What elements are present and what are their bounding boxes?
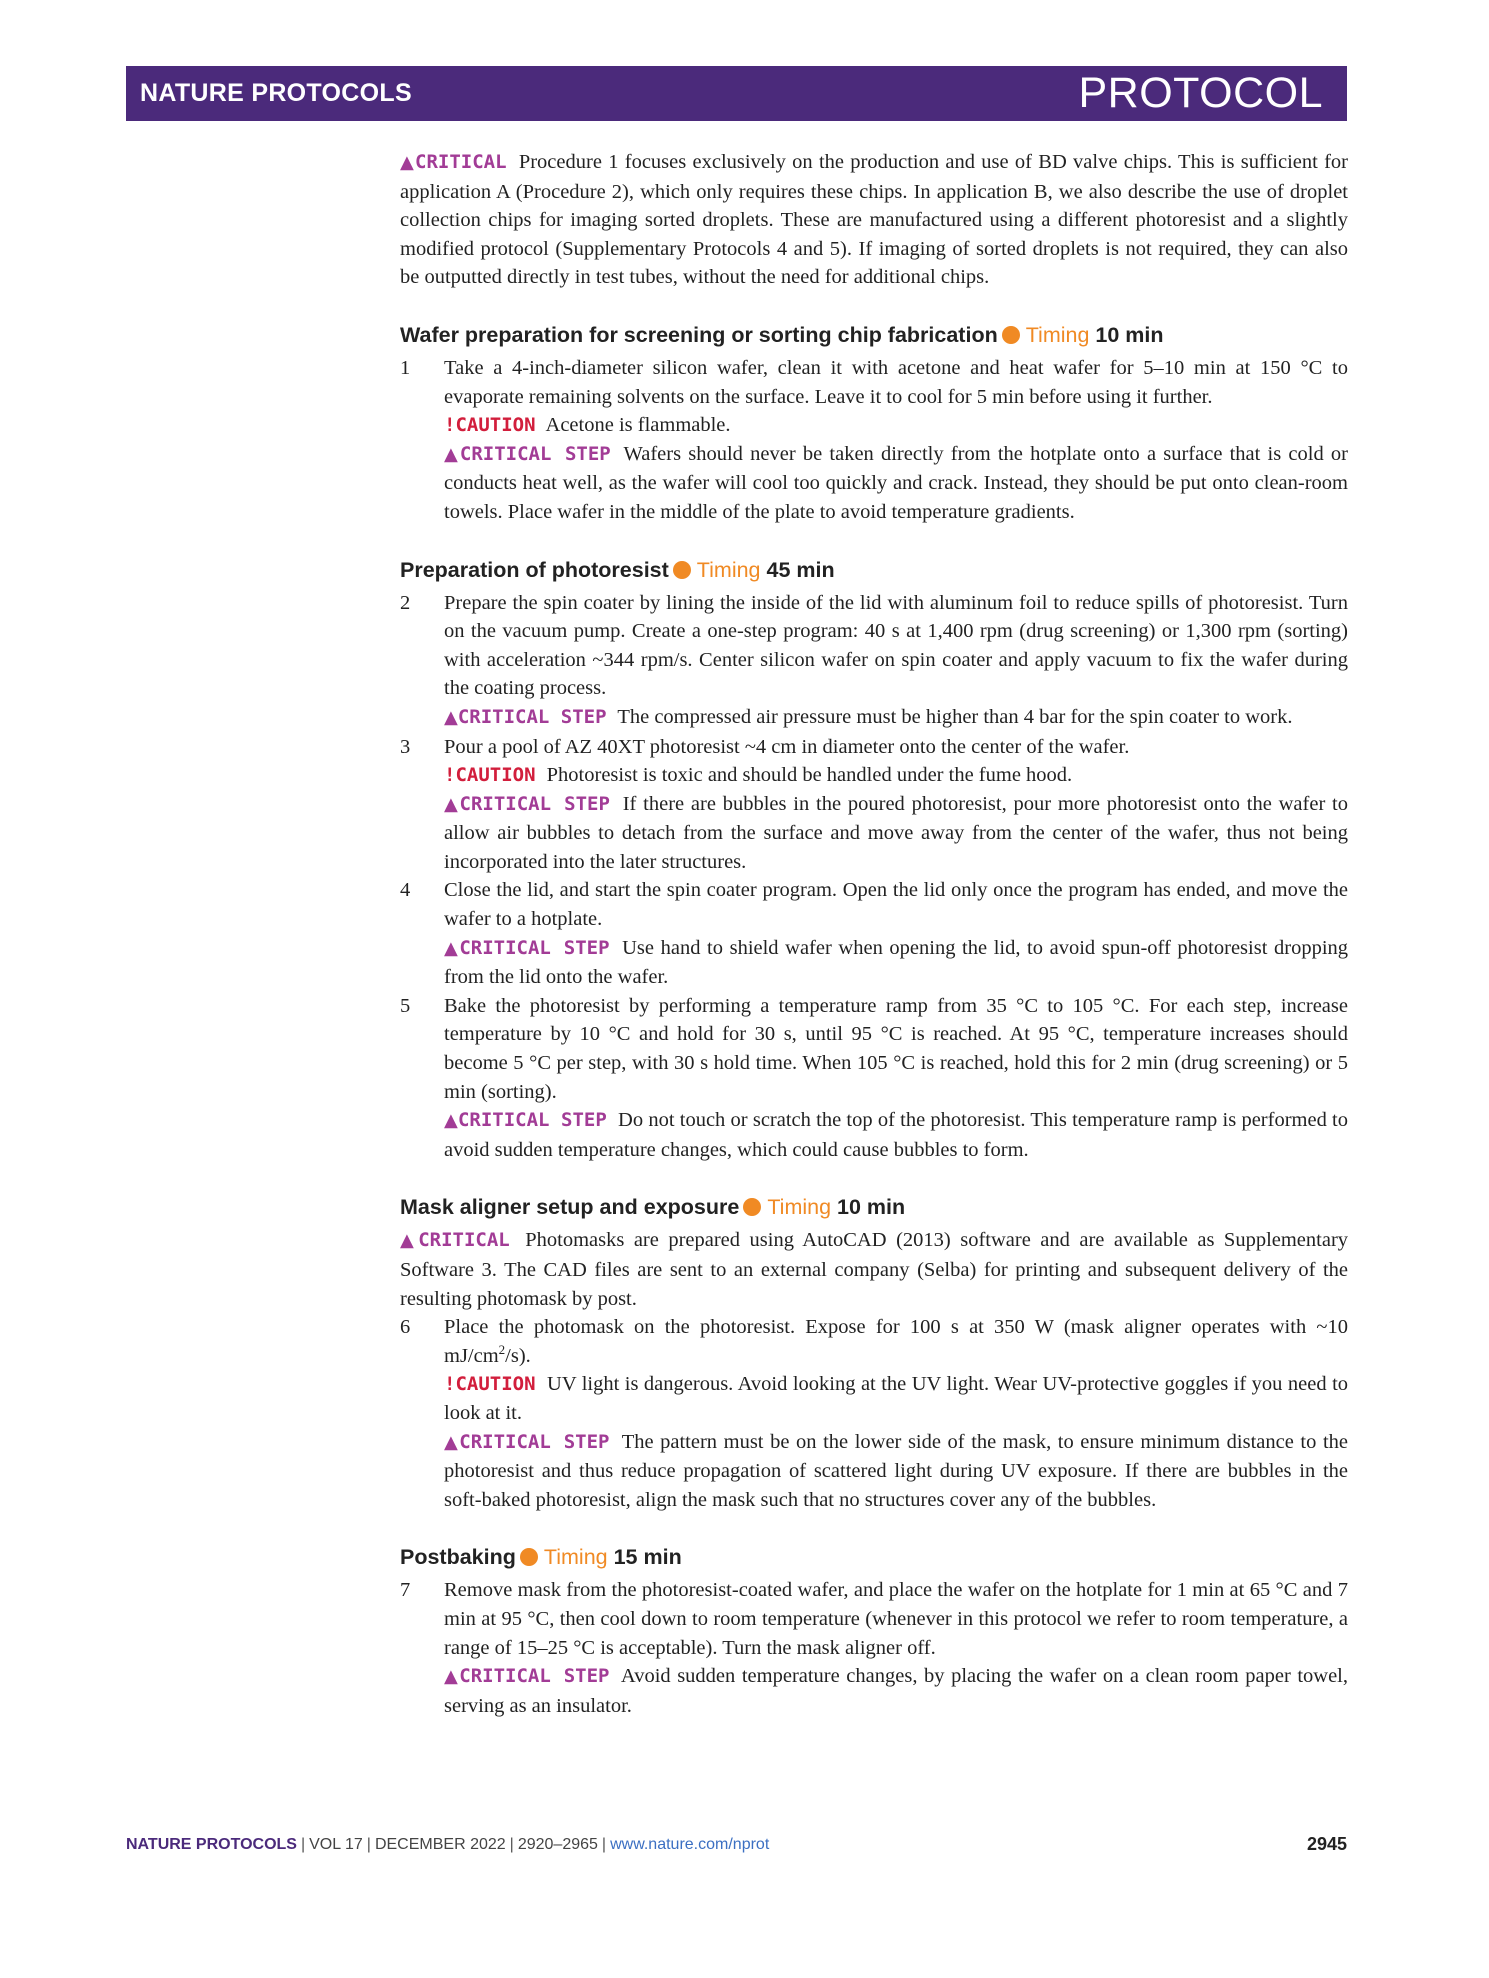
procedure-step: 1 Take a 4-inch-diameter silicon wafer, clean it with acetone and heat wafer for 5–10 min at 150 °C to evaporate remaining solvents on the surface. Leave it to cool for 5 min before using it further. !CAUTION Acetone is flammable. ▲CRITICAL STEP Wafers should never be taken directly from the hotplate onto a surface that is cold or conducts heat well, as the wafer will cool too quickly and crack. Instead, they should be put onto clean-room towels. Place wafer in the middle of the plate to avoid temperature gradients.: [400, 354, 1348, 527]
critical-step-label: ▲CRITICAL STEP: [444, 1665, 610, 1688]
caution-label: !CAUTION: [444, 1373, 536, 1396]
triangle-icon: ▲: [444, 937, 460, 959]
page-number: 2945: [1306, 1834, 1347, 1854]
section-critical-note: ▲CRITICAL Photomasks are prepared using AutoCAD (2013) software and are available as Supplementary Software 3. The CAD files are sent to an external company (Selba) for printing and subsequent delivery of the resulting photomask by post.: [400, 1229, 1349, 1310]
triangle-icon: ▲: [444, 1431, 460, 1453]
journal-name: NATURE PROTOCOLS: [140, 79, 412, 107]
critical-step-label: ▲CRITICAL STEP: [444, 1430, 610, 1453]
section-heading: Preparation of photoresist Timing 45 min: [400, 557, 835, 582]
procedure-step: 5 Bake the photoresist by performing a temperature ramp from 35 °C to 105 °C. For each step, increase temperature by 10 °C and hold for 30 s, until 95 °C is reached. At 95 °C, temperature increases should become 5 °C per step, with 30 s hold time. When 105 °C is reached, hold this for 2 min (drug screening) or 5 min (sorting). ▲CRITICAL STEP Do not touch or scratch the top of the photoresist. This temperature ramp is performed to avoid sudden temperature changes, which could cause bubbles to form.: [400, 992, 1348, 1165]
triangle-icon: ▲: [444, 706, 458, 728]
procedure-step: 6 Place the photomask on the photoresist. Expose for 100 s at 350 W (mask aligner operates with ~10 $mJ/cm^2/s$). !CAUTION UV light is dangerous. Avoid looking at the UV light. Wear UV-protective goggles if you need to look at it. ▲CRITICAL STEP The pattern must be on the lower side of the mask, to ensure minimum distance to the photoresist and thus reduce propagation of scattered light during UV exposure. If there are bubbles in the soft-baked photoresist, align the mask such that no structures cover any of the bubbles.: [400, 1313, 1348, 1514]
caution-note: !CAUTION Acetone is flammable.: [444, 414, 731, 437]
caution-note: !CAUTION UV light is dangerous. Avoid looking at the UV light. Wear UV-protective goggles if you need to look at it.: [444, 1373, 1349, 1424]
caution-label: !CAUTION: [444, 764, 536, 787]
critical-label: ▲CRITICAL: [400, 1229, 510, 1252]
triangle-icon: ▲: [444, 1666, 460, 1688]
critical-step-note: ▲CRITICAL STEP Do not touch or scratch the top of the photoresist. This temperature ramp is performed to avoid sudden temperature changes, which could cause bubbles to form.: [444, 1109, 1349, 1161]
critical-step-note: ▲CRITICAL STEP Wafers should never be taken directly from the hotplate onto a surface that is cold or conducts heat well, as the wafer will cool too quickly and crack. Instead, they should be put onto clean-room towels. Place wafer in the middle of the plate to avoid temperature gradients.: [444, 442, 1348, 523]
page-footer: [126, 1834, 1347, 1855]
critical-label: ▲CRITICAL: [400, 151, 507, 173]
section-heading: Wafer preparation for screening or sorting chip fabrication Timing 10 min: [400, 322, 1164, 347]
procedure-step: 7 Remove mask from the photoresist-coated wafer, and place the wafer on the hotplate for 1 min at 65 °C and 7 min at 95 °C, then cool down to room temperature (whenever in this protocol we refer to room temperature, a range of 15–25 °C is acceptable). Turn the mask aligner off. ▲CRITICAL STEP Avoid sudden temperature changes, by placing the wafer on a clean room paper towel, serving as an insulator.: [400, 1576, 1348, 1720]
triangle-icon: ▲: [444, 1110, 458, 1132]
critical-step-label: ▲CRITICAL STEP: [444, 705, 607, 728]
footer-citation: NATURE PROTOCOLS | VOL 17 | DECEMBER 2022 | 2920–2965 | www.nature.com/nprot: [126, 1835, 770, 1853]
critical-step-label: ▲CRITICAL STEP: [444, 792, 610, 815]
critical-step-note: ▲CRITICAL STEP The compressed air pressure must be higher than 4 bar for the spin coater to work.: [444, 705, 1293, 728]
critical-step-label: ▲CRITICAL STEP: [444, 1109, 607, 1132]
critical-step-note: ▲CRITICAL STEP The pattern must be on the lower side of the mask, to ensure minimum distance to the photoresist and thus reduce propagation of scattered light during UV exposure. If there are bubbles in the soft-baked photoresist, align the mask such that no structures cover any of the bubbles.: [444, 1430, 1348, 1511]
procedure-step: 3 Pour a pool of AZ 40XT photoresist ~4 cm in diameter onto the center of the wafer. !CAUTION Photoresist is toxic and should be handled under the fume hood. ▲CRITICAL STEP If there are bubbles in the poured photoresist, pour more photoresist onto the wafer to allow air bubbles to detach from the surface and move away from the center of the wafer, thus not being incorporated into the later structures.: [400, 733, 1348, 877]
timing-dot-icon: [673, 561, 691, 579]
triangle-icon: ▲: [444, 443, 460, 465]
section-heading: Postbaking Timing 15 min: [400, 1545, 682, 1570]
critical-step-note: ▲CRITICAL STEP Avoid sudden temperature changes, by placing the wafer on a clean room paper towel, serving as an insulator.: [444, 1665, 1349, 1717]
page-header: [126, 66, 1347, 121]
main-content: [400, 148, 1348, 1720]
article-type: PROTOCOL: [1078, 69, 1323, 117]
procedure-step: 2 Prepare the spin coater by lining the inside of the lid with aluminum foil to reduce spills of photoresist. Turn on the vacuum pump. Create a one-step program: 40 s at 1,400 rpm (drug screening) or 1,300 rpm (sorting) with acceleration ~344 rpm/s. Center silicon wafer on spin coater and apply vacuum to fix the wafer during the coating process. ▲CRITICAL STEP The compressed air pressure must be higher than 4 bar for the spin coater to work.: [400, 589, 1348, 733]
section-heading: Mask aligner setup and exposure Timing 10 min: [400, 1195, 906, 1220]
critical-step-label: ▲CRITICAL STEP: [444, 442, 611, 465]
triangle-icon: ▲: [400, 152, 416, 173]
caution-label: !CAUTION: [444, 414, 536, 437]
journal-link[interactable]: www.nature.com/nprot: [610, 1835, 770, 1853]
critical-step-note: ▲CRITICAL STEP If there are bubbles in the poured photoresist, pour more photoresist onto the wafer to allow air bubbles to detach from the surface and move away from the center of the wafer, thus not being incorporated into the later structures.: [444, 792, 1349, 873]
triangle-icon: ▲: [444, 793, 460, 815]
critical-step-label: ▲CRITICAL STEP: [444, 936, 610, 959]
intro-critical: ▲CRITICAL Procedure 1 focuses exclusively on the production and use of BD valve chips. This is sufficient for application A (Procedure 2), which only requires these chips. In application B, we also describe the use of droplet collection chips for imaging sorted droplets. These are manufactured using a different photoresist and a slightly modified protocol (Supplementary Protocols 4 and 5). If imaging of sorted droplets is not required, they can also be outputted directly in test tubes, without the need for additional chips.: [400, 151, 1349, 289]
triangle-icon: ▲: [400, 1230, 419, 1252]
timing-dot-icon: [520, 1548, 538, 1566]
critical-step-note: ▲CRITICAL STEP Use hand to shield wafer when opening the lid, to avoid spun-off photoresist dropping from the lid onto the wafer.: [444, 936, 1349, 989]
timing-dot-icon: [743, 1198, 761, 1216]
timing-dot-icon: [1002, 326, 1020, 344]
caution-note: !CAUTION Photoresist is toxic and should be handled under the fume hood.: [444, 764, 1073, 787]
procedure-step: 4 Close the lid, and start the spin coater program. Open the lid only once the program has ended, and move the wafer to a hotplate. ▲CRITICAL STEP Use hand to shield wafer when opening the lid, to avoid spun-off photoresist dropping from the lid onto the wafer.: [400, 876, 1348, 991]
